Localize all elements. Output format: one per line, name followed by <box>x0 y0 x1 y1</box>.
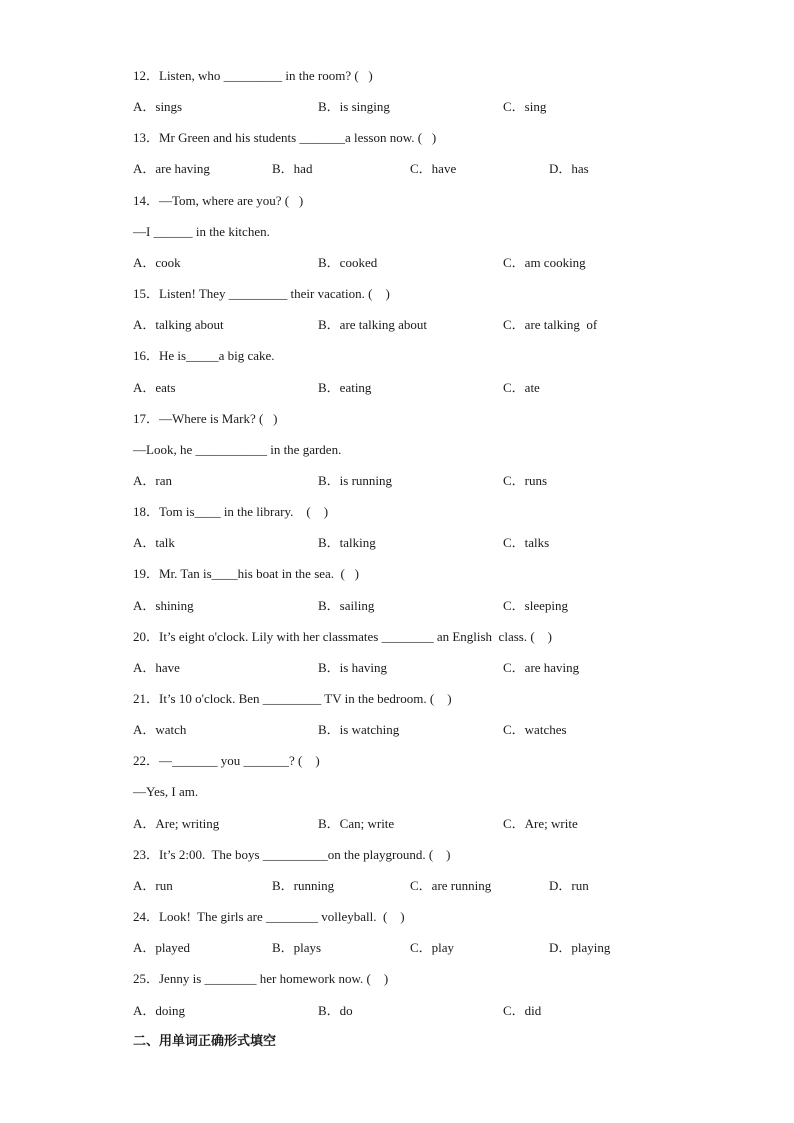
section-heading: 二、用单词正确形式填空 <box>133 1033 277 1049</box>
answer-option: B．is watching <box>318 722 400 738</box>
question-stem: 17．—Where is Mark? ( ) <box>133 410 278 426</box>
answer-option: B．do <box>318 1002 353 1018</box>
dialogue-line: —I ______ in the kitchen. <box>133 223 270 239</box>
answer-option: B．is singing <box>318 99 390 115</box>
answer-option: A．shining <box>133 597 194 613</box>
answer-option: A．sings <box>133 99 183 115</box>
answer-option: C．am cooking <box>503 254 586 270</box>
answer-option: A．eats <box>133 379 176 395</box>
answer-option: B．eating <box>318 379 372 395</box>
answer-option: B．are talking about <box>318 317 428 333</box>
answer-option: D．playing <box>549 940 611 956</box>
answer-option: B．had <box>272 161 313 177</box>
answer-option: C．play <box>410 940 455 956</box>
answer-option: A．cook <box>133 254 181 270</box>
answer-option: A．are having <box>133 161 210 177</box>
question-stem: 21．It’s 10 o'clock. Ben _________ TV in the bedroom. ( ) <box>133 691 452 706</box>
answer-option: B．running <box>272 877 335 893</box>
answer-option: D．has <box>549 161 589 177</box>
answer-option: C．runs <box>503 472 548 488</box>
answer-option: B．is running <box>318 472 393 488</box>
answer-option: C．ate <box>503 379 540 395</box>
answer-option: B．Can; write <box>318 815 395 831</box>
dialogue-line: —Look, he ___________ in the garden. <box>133 441 342 457</box>
answer-option: C．sleeping <box>503 597 568 613</box>
question-stem: 19．Mr. Tan is____his boat in the sea. ( ) <box>133 566 359 582</box>
answer-option: A．doing <box>133 1002 186 1018</box>
question-stem: 20．It’s eight o'clock. Lily with her classmates ________ an English class. ( ) <box>133 628 552 644</box>
answer-option: C．are running <box>410 877 492 893</box>
question-stem: 23．It’s 2:00. The boys __________on the playground. ( ) <box>133 846 451 862</box>
question-stem: 15．Listen! They _________ their vacation. ( ) <box>133 286 390 302</box>
answer-option: C．talks <box>503 535 550 551</box>
answer-option: B．is having <box>318 659 387 675</box>
answer-option: A．watch <box>133 722 187 738</box>
question-stem: 18．Tom is____ in the library. ( ) <box>133 504 329 520</box>
answer-option: C．are having <box>503 659 580 675</box>
dialogue-line: —Yes, I am. <box>133 784 199 800</box>
answer-option: B．cooked <box>318 254 378 270</box>
answer-option: A．ran <box>133 472 172 488</box>
answer-option: A．run <box>133 877 173 893</box>
answer-option: D．run <box>549 877 589 893</box>
question-stem: 22．—_______ you _______? ( ) <box>133 753 320 769</box>
answer-option: A．played <box>133 940 191 956</box>
answer-option: B．talking <box>318 535 376 551</box>
answer-option: A．have <box>133 659 180 675</box>
answer-option: B．plays <box>272 940 322 956</box>
answer-option: A．talk <box>133 535 175 551</box>
question-stem: 14．—Tom, where are you? ( ) <box>133 192 304 208</box>
question-stem: 13．Mr Green and his students _______a lesson now. ( ) <box>133 130 437 146</box>
answer-option: A．talking about <box>133 317 224 333</box>
question-stem: 12．Listen, who _________ in the room? ( ) <box>133 68 373 83</box>
answer-option: A．Are; writing <box>133 815 220 831</box>
answer-option: C．watches <box>503 722 567 738</box>
answer-option: C．are talking of <box>503 317 598 333</box>
answer-option: B．sailing <box>318 597 375 613</box>
question-stem: 16．He is_____a big cake. <box>133 348 275 364</box>
answer-option: C．have <box>410 161 457 177</box>
question-stem: 24．Look! The girls are ________ volleyball. ( ) <box>133 909 405 925</box>
answer-option: C．sing <box>503 99 547 115</box>
answer-option: C．Are; write <box>503 815 578 831</box>
answer-option: C．did <box>503 1002 542 1018</box>
question-stem: 25．Jenny is ________ her homework now. ( ) <box>133 971 389 987</box>
